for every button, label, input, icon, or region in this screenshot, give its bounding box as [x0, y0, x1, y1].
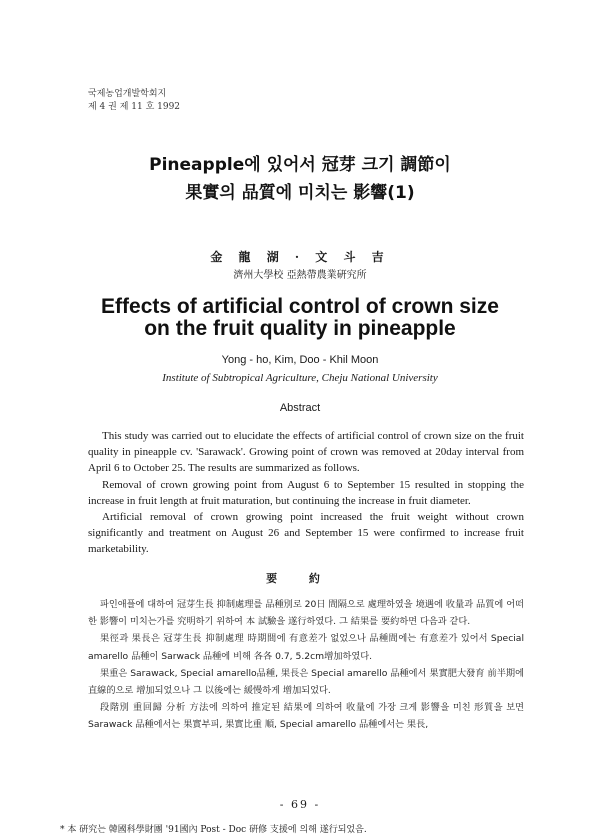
page-number: - 69 - [279, 798, 321, 811]
summary-body [88, 596, 524, 734]
journal-name: 국제농업개발학회지 [88, 89, 167, 99]
english-title-line-2: on the fruit quality in pineapple [144, 317, 456, 340]
summary-paragraph: 果徑과 果長은 冠芽生長 抑制處理 時期間에 有意差가 없었으나 品種間에는 有意差가 있어서 Special amarello 品種이 Sarwack 品種에 비해 各各 0.7, 5.2cm增加하였다. [88, 633, 524, 662]
korean-authors: 金 龍 湖 · 文 斗 吉 [210, 250, 390, 264]
english-title-line-1: Effects of artificial control of crown size [101, 295, 499, 318]
journal-volume: 제 4 권 제 11 호 1992 [88, 102, 181, 112]
abstract-paragraph: Artificial removal of crown growing point increased the fruit weight without crown significantly and treatment on August 26 and September 15 were confirmed to increase fruit marketability. [88, 511, 524, 556]
abstract-heading: Abstract [279, 402, 321, 414]
korean-title-line-1: Pineapple에 있어서 冠芽 크기 調節이 [149, 155, 451, 175]
korean-affiliation: 濟州大學校 亞熱帶農業硏究所 [233, 270, 367, 281]
summary-paragraph: 파인애플에 대하여 冠芽生長 抑制處理를 品種別로 20日 間隔으로 處理하였을 境遇에 收量과 品質에 어떠한 影響이 미치는가를 究明하기 위하여 本 試驗을 遂行하였다. 그 結果를 要約하면 다음과 같다. [88, 599, 524, 628]
summary-paragraph: 果重은 Sarawack, Special amarello品種, 果長은 Special amarello 品種에서 果實肥大發育 前半期에 直線的으로 增加되었으나 그 以後에는 緩慢하게 增加되었다. [88, 667, 524, 697]
journal-header [88, 88, 180, 114]
funding-footnote: * 本 硏究는 韓國科學財團 '91國內 Post - Doc 硏修 支援에 의해 遂行되었음. [60, 825, 367, 835]
abstract-body [88, 428, 524, 558]
abstract-paragraph: This study was carried out to elucidate the effects of artificial control of crown size on the fruit quality in pineapple cv. 'Sarawack'. Growing point of crown was removed at 20day interval from April 6 to October 25. The results are summarized as follows. [88, 430, 524, 475]
summary-paragraph: 段階別 重回歸 分析 方法에 의하여 推定된 結果에 의하여 收量에 가장 크게 影響을 미친 形質을 보면 Sarawack 品種에서는 果實부피, 果實比重 順, Special amarello 品種에서는 果長, [88, 702, 524, 731]
english-authors: Yong - ho, Kim, Doo - Khil Moon [221, 354, 379, 366]
korean-title-line-2: 果實의 品質에 미치는 影響(1) [185, 183, 415, 203]
summary-heading: 要 約 [266, 572, 334, 585]
abstract-paragraph: Removal of crown growing point from August 6 to September 15 resulted in stopping the increase in fruit length at fruit maturation, but continuing the increase in fruit diameter. [88, 478, 524, 507]
english-affiliation: Institute of Subtropical Agriculture, Cheju National University [162, 372, 438, 384]
